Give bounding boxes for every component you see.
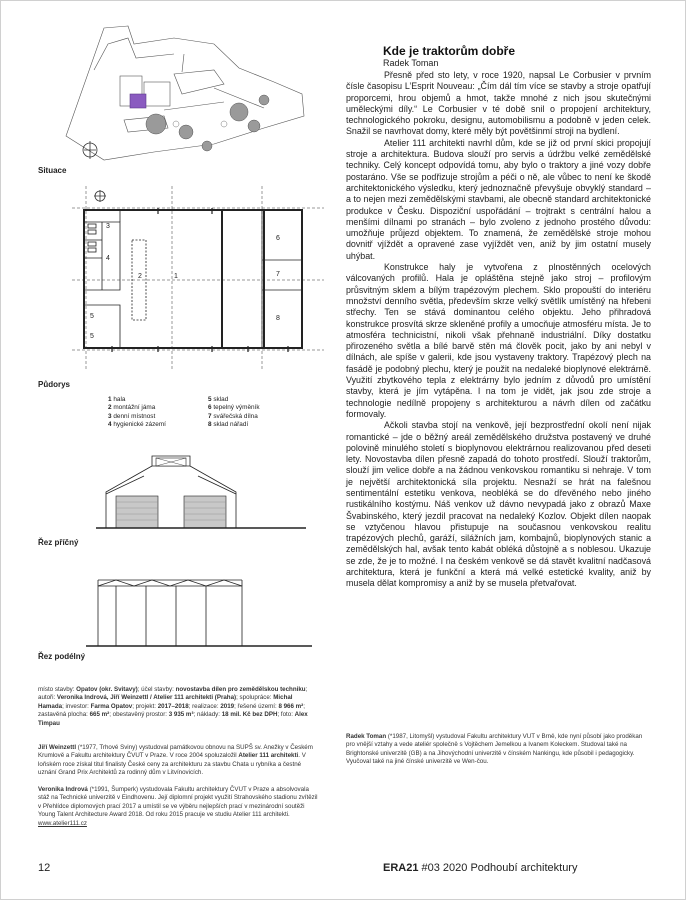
meta-segment: ; řešené území: [234, 702, 279, 710]
legend-item: 3 denní místnost [108, 412, 156, 420]
meta-segment: ; projekt: [132, 702, 158, 710]
legend-item: 8 sklad nářadí [208, 420, 249, 428]
page-number: 12 [38, 862, 51, 874]
floor-plan-drawing [62, 180, 332, 376]
site-plan-drawing [64, 24, 306, 164]
meta-segment: ; spolupráce: [236, 694, 274, 702]
meta-segment: ; obestavěný prostor: [109, 711, 169, 719]
meta-segment: ; investor: [62, 702, 91, 710]
plan-label-5b: 5 [90, 333, 94, 340]
author-bio-name: Radek Toman [346, 733, 387, 740]
meta-segment: 3 935 m³ [168, 711, 194, 719]
legend-item: 6 tepelný výměník [208, 404, 260, 412]
legend-col-left [108, 396, 208, 429]
meta-segment: ; autoři: [38, 686, 308, 702]
plan-label-1: 1 [174, 273, 178, 280]
plan-label-3: 3 [106, 223, 110, 230]
caption-rez-podelny: Řez podélný [38, 652, 86, 661]
meta-segment: 665 m² [89, 711, 110, 719]
bio-name: Veronika Indrová [38, 786, 88, 793]
plan-label-6: 6 [276, 235, 280, 242]
article-paragraph: Přesně před sto lety, v roce 1920, napsal Le Corbusier v prvním čísle časopisu L’Esprit Nouveau: „Čím dál tím více se stavby a stroje opatřují proporcemi, hrou objemů a hmot, takže mnohé z nich jsou skutečnými uměleckými díly.“ Le Corbusier v té době snil o propojení architektury, technologického pokroku, designu, automobilismu a podobně v jeden celek. Snažil se navrhovat domy, které měly být povětšinmí stroji na bydlení. [346, 70, 651, 137]
meta-segment: 2019 [220, 702, 235, 710]
meta-segment: Alex Timpau [38, 711, 308, 727]
legend-item: 1 hala [108, 396, 126, 403]
legend-item: 7 svářečská dílna [208, 412, 258, 420]
atelier-link[interactable]: www.atelier111.cz [38, 819, 87, 827]
article-paragraph: Ačkoli stavba stojí na venkově, její bezprostřední okolí není nijak romantické – jde o běžný areál zemědělského družstva postavený ve druhé polovině minulého století s bioplynovou elektrárnou realizovanou před deseti lety. Novostavba dílen přesně zapadá do tohoto prostředí. Slouží traktorům, slouží jim velice dobře a na žádnou venkovskou romantiku si nehraje. V tom je největší architektonická síla projektu. Nesnaží se hrát na falešnou sentimentální estetiku venkova, neobléká se do dřevěného nebo jiného rustikálního kostýmu. Náš venkov už dávno nevypadá jako z obrazů Maxe Švabinského, který jezdil pracovat na nedaleký Kozlov. Objekt dílen naopak se vztyčenou hlavou přistupuje na současnou venkovskou realitu trapézových plechů, garáží, silážních jam, kombajnů, bioplynových stanic a zemědělských hal, avšak tento kabát obléká důstojně a s noblesou. Ukazuje se zde, že je to možné. I na českém venkově se dá stavět kvalitní nadčasová architektura, která je funkční a která má velké estetické kvality, aniž by musela dělat kompromisy a aniž by se musela přetvařovat. [346, 420, 651, 589]
cross-section-drawing [96, 448, 306, 538]
bio-indrova: Veronika Indrová (*1991, Šumperk) vystudovala Fakultu architektury ČVUT v Praze a absolvovala stáž na Technické univerzitě v Eindhovenu. Její diplomní projekt využití Strahovského stadionu zvítězil v Přehlídce diplomových prací 2017 a umístil se ve výběru nejlepších prací v mezinárodní soutěži Young Talent Architecture Award 2018. Od roku 2015 pracuje ve studiu Atelier 111 architekti. www.atelier111.cz [38, 786, 318, 827]
plan-label-2: 2 [138, 273, 142, 280]
meta-segment: Opatov (okr. Svitavy) [76, 686, 138, 693]
meta-segment: 2017–2018 [157, 702, 189, 710]
plan-label-7: 7 [276, 271, 280, 278]
meta-segment: ; účel stavby: [137, 686, 176, 693]
meta-segment: 8 966 m² [278, 702, 304, 710]
article-paragraph: Konstrukce haly je vytvořena z plnostěnných ocelových válcovaných profilů. Hala je opláštěna stejně jako stroj – profilovým průsvitným sklem a bílým trapézovým plechem. Sklo propouští do interiéru množství denního světla, především skrze velký světlík umístěný na hřebeni střechy. Ten se stává dominantou celého objektu. Jeho přihradová konstrukce prosvítá skrze skleněné profily a umocňuje atmosféru místa. Je to atmosféra technicistní, nikoli však přehnaně industriální. Díky dostatku přirozeného světla a bílé barvě stěn má člověk pocit, jako by ani nebyl v dílnách, ale spíše v galerii, kde jsou vystaveny traktory. Trapézový plech na fasádě je podobný plechu, který je použit na nedaleké bioplynové elektrárně. Využití zbytkového tepla z elektrárny bylo jedním z důvodů pro umístění stavby, která je jím vytápěna. I na tom je vidět, jak jsou zde stroje a technologie nedílně propojeny s architekturou a návrh dílen od začátku formovaly. [346, 262, 651, 419]
caption-situace: Situace [38, 166, 67, 175]
bio-name: Jiří Weinzettl [38, 744, 77, 751]
plan-label-8: 8 [276, 315, 280, 322]
meta-segment: Farma Opatov [90, 702, 133, 710]
long-section-drawing [86, 566, 312, 652]
bio-weinzettl: Jiří Weinzettl (*1977, Trhové Sviny) vystudoval památkovou obnovu na SUPŠ sv. Anežky v Českém Krumlově a Fakultu architektury ČVUT v Praze. V roce 2004 spoluzaložil Atelier 111 architekti. V loňském roce získal titul finalisty České ceny za architekturu za stavbu Chata u rybníka a čestné uznání Grand Prix Architektů za rodinný dům v Litvínovicích. [38, 744, 313, 777]
meta-segment: Michal Hamada [38, 694, 293, 710]
author-bio: Radek Toman (*1987, Litomyšl) vystudoval Fakultu architektury VUT v Brně, kde nyní působí jako proděkan pro vnější vztahy a vede ateliér společně s Vojtěchem Jemelkou a Ivanem Koleckem. Studoval také na Brightonské univerzitě (GB) a na Jihovýchodní univerzitě v čínském Nankingu, kde působil i pedagogicky. Vyučoval také na jiné čínské univerzitě ve Wen-čou. [346, 733, 643, 766]
plan-label-5a: 5 [90, 313, 94, 320]
meta-segment: novostavba dílen pro zemědělskou techniku [175, 686, 306, 693]
caption-rez-pricny: Řez příčný [38, 538, 79, 547]
legend-item: 4 hygienické zázemí [108, 420, 166, 428]
meta-segment: ; náklady: [193, 711, 222, 719]
meta-segment: místo stavby: [38, 686, 77, 693]
meta-segment: ; zastavěná plocha: [38, 702, 305, 719]
meta-segment: ; realizace: [188, 702, 221, 710]
caption-pudorys: Půdorys [38, 380, 71, 389]
legend-item: 5 sklad [208, 396, 229, 403]
magazine-footer: ERA21 #03 2020 Podhoubí architektury [383, 862, 578, 874]
legend-col-right [208, 396, 308, 429]
article-author: Radek Toman [383, 58, 439, 68]
legend-item: 2 montážní jáma [108, 404, 156, 412]
meta-segment: 18 mil. Kč bez DPH [221, 711, 278, 719]
article-title: Kde je traktorům dobře [383, 44, 516, 58]
project-metadata [38, 686, 320, 728]
article-body [346, 70, 651, 590]
plan-label-4: 4 [106, 255, 110, 262]
article-paragraph: Atelier 111 architekti navrhl dům, kde se již od první skici propojují stroje a architektura. Budova slouží pro servis a údržbu velké zemědělské techniky. Celý koncept odpovídá tomu, aby bylo o traktory a jiné vozy dobře postaráno. Vše se podřizuje strojům a péči o ně, ale vůbec to není ke škodě architektonického výsledku, který jednoznačně převyšuje obvyklý standard – a to nejen mezi zemědělskými stavbami, ale obecně standard architektonické produkce v Česku. Dispoziční uspořádání – trojtrakt s centrální halou a menšími dílnami po stranách – bylo zvoleno z jednoho prostého důvodu: umožňuje průjezd objektem. To znamená, že zemědělské stroje mohou dovnitř vjíždět a opravené zase vyjíždět ven, aniž by jim ostatní musely uhýbat. [346, 137, 651, 261]
meta-segment: Veronika Indrová, Jiří Weinzettl / Atelier 111 architekti (Praha) [56, 694, 237, 702]
meta-segment: ; foto: [277, 711, 295, 719]
